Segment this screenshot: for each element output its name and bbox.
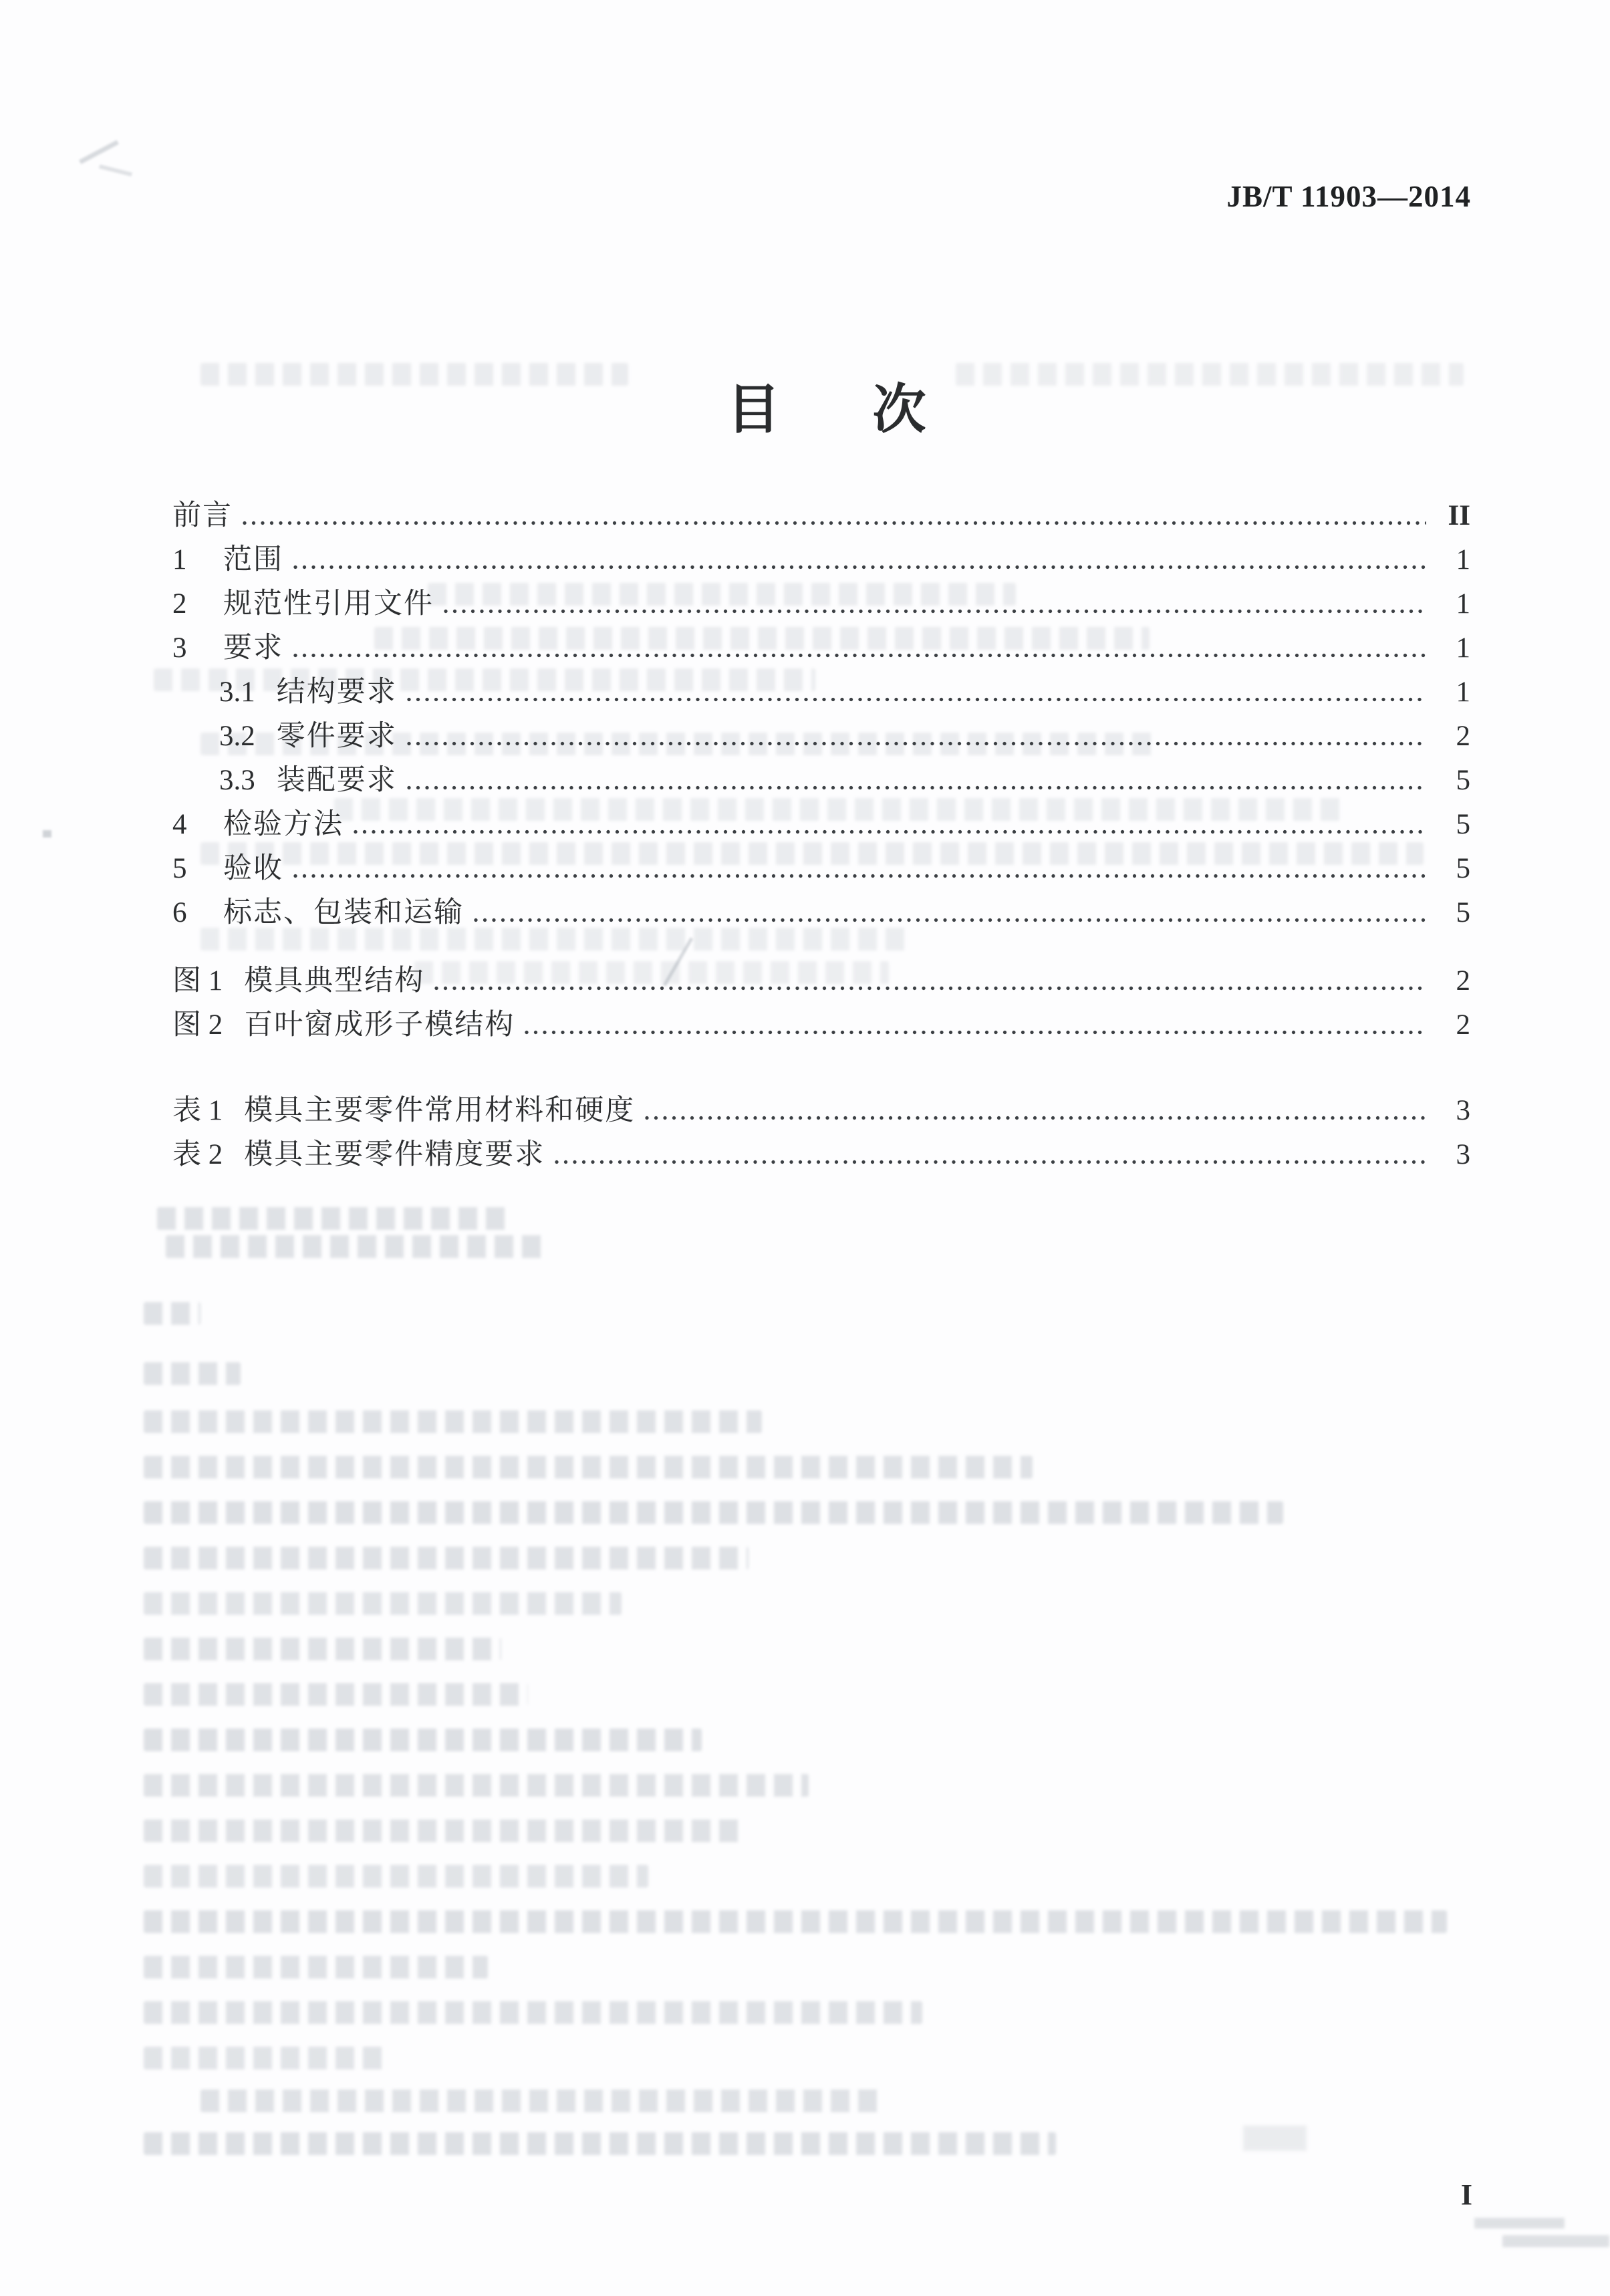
dot-leader: [434, 985, 1426, 991]
toc-entry-number: 4: [172, 808, 187, 840]
toc-entry-label: 结构要求: [276, 676, 397, 708]
toc-entry: [172, 707, 1470, 751]
dot-leader: [406, 785, 1426, 791]
toc-entry: [172, 840, 1470, 884]
bleed-through-line: [144, 2132, 1056, 2155]
bleed-through-line: [166, 1235, 547, 1258]
dot-leader: [406, 741, 1426, 747]
toc-entry-label: 模具典型结构: [244, 965, 425, 997]
toc-entry: [172, 663, 1470, 707]
dot-leader: [293, 652, 1426, 658]
toc-entry: [172, 1126, 1470, 1170]
toc-entry-number: 5: [172, 852, 187, 884]
bleed-through-line: [144, 1683, 528, 1706]
toc-entry-label: 标志、包装和运输: [223, 896, 464, 928]
scan-smudge: [1474, 2218, 1565, 2228]
toc-entry-page: 5: [1456, 808, 1470, 840]
bleed-through-line: [144, 1302, 200, 1325]
dot-leader: [293, 873, 1426, 879]
toc-entry-page: 1: [1456, 676, 1470, 708]
toc-entry: [172, 795, 1470, 840]
bleed-through-line: [144, 1774, 809, 1797]
bleed-through-line: [144, 2047, 388, 2069]
toc-entry: [172, 487, 1470, 531]
bleed-through-line: [144, 1638, 501, 1660]
dot-leader: [406, 696, 1426, 703]
pencil-mark: [79, 140, 119, 164]
toc-entry-number: 2: [172, 588, 187, 620]
bleed-through-line: [200, 2089, 879, 2112]
toc-entry-page: 5: [1456, 852, 1470, 884]
toc-entry-label: 装配要求: [276, 764, 397, 796]
toc-entry-page: 2: [1456, 965, 1470, 997]
dot-leader: [554, 1159, 1426, 1165]
toc-entry-page: 1: [1456, 632, 1470, 664]
toc-entry-page: 2: [1456, 720, 1470, 752]
toc-entry-page: 5: [1456, 896, 1470, 928]
toc-entry-number: 6: [172, 896, 187, 928]
bleed-through-line: [144, 1362, 241, 1385]
bleed-through-line: [144, 1865, 648, 1888]
bleed-through-line: [144, 1729, 702, 1751]
dot-leader: [473, 917, 1426, 923]
toc-entry-page: 5: [1456, 764, 1470, 796]
bleed-through-line: [144, 1592, 622, 1615]
toc-entry-page: 2: [1456, 1009, 1470, 1041]
bleed-through-line: [144, 1501, 1283, 1524]
toc-entry: [172, 884, 1470, 928]
toc-entry-label: 模具主要零件常用材料和硬度: [244, 1094, 636, 1126]
toc-entry: [172, 575, 1470, 619]
bleed-through-line: [144, 1956, 488, 1979]
scan-speck: [43, 830, 51, 838]
toc-entry-page: 1: [1456, 588, 1470, 620]
toc-entry-number: 3.1: [219, 676, 255, 708]
dot-leader: [242, 520, 1426, 526]
toc-entry: [172, 619, 1470, 663]
toc-entry-number: 1: [172, 543, 187, 576]
toc-entry-number: 图 2: [172, 1009, 223, 1041]
toc-entry: [172, 996, 1470, 1040]
toc-entry-label: 检验方法: [223, 808, 344, 840]
standard-code: JB/T 11903—2014: [1226, 180, 1471, 213]
toc-entry: [172, 751, 1470, 795]
dot-leader: [353, 829, 1426, 835]
toc-entry-label: 前言: [172, 499, 233, 531]
toc-entry-label: 零件要求: [276, 720, 397, 752]
toc-entry-page: 3: [1456, 1094, 1470, 1126]
bleed-through-line: [157, 1207, 511, 1230]
bleed-through-line: [144, 2001, 922, 2024]
dot-leader: [524, 1029, 1426, 1035]
toc-entry-label: 范围: [223, 543, 283, 576]
toc-section-list: [172, 487, 1470, 928]
toc-entry: [172, 1081, 1470, 1126]
dot-leader: [443, 608, 1426, 614]
toc-entry-number: 表 2: [172, 1138, 223, 1170]
toc-entry-label: 百叶窗成形子模结构: [244, 1009, 515, 1041]
toc-entry-number: 3: [172, 632, 187, 664]
bleed-through-line: [144, 1910, 1447, 1933]
toc-entry-page: 3: [1456, 1138, 1470, 1170]
dot-leader: [644, 1115, 1426, 1121]
toc-entry-page: II: [1448, 499, 1470, 531]
bleed-through-line: [144, 1819, 742, 1842]
pencil-mark: [99, 164, 132, 176]
bleed-through-line: [144, 1456, 1033, 1479]
table-of-contents: [172, 487, 1470, 1170]
toc-entry-label: 验收: [223, 852, 283, 884]
toc-entry-number: 表 1: [172, 1094, 223, 1126]
scan-smudge: [1502, 2235, 1609, 2247]
bleed-through-line: [144, 1547, 749, 1569]
toc-entry: [172, 952, 1470, 996]
toc-figure-list: [172, 952, 1470, 1040]
page-title: 目 次: [726, 381, 926, 440]
toc-table-list: [172, 1081, 1470, 1170]
toc-entry-label: 要求: [223, 632, 283, 664]
toc-entry-page: 1: [1456, 543, 1470, 576]
toc-entry: [172, 531, 1470, 575]
dot-leader: [293, 564, 1426, 570]
bleed-through-line: [144, 1410, 762, 1433]
toc-entry-label: 模具主要零件精度要求: [244, 1138, 545, 1170]
toc-entry-number: 3.3: [219, 764, 255, 796]
page-number: I: [1460, 2178, 1472, 2211]
toc-entry-label: 规范性引用文件: [223, 588, 434, 620]
toc-entry-number: 图 1: [172, 965, 223, 997]
scan-smudge: [1243, 2126, 1307, 2151]
toc-entry-number: 3.2: [219, 720, 255, 752]
